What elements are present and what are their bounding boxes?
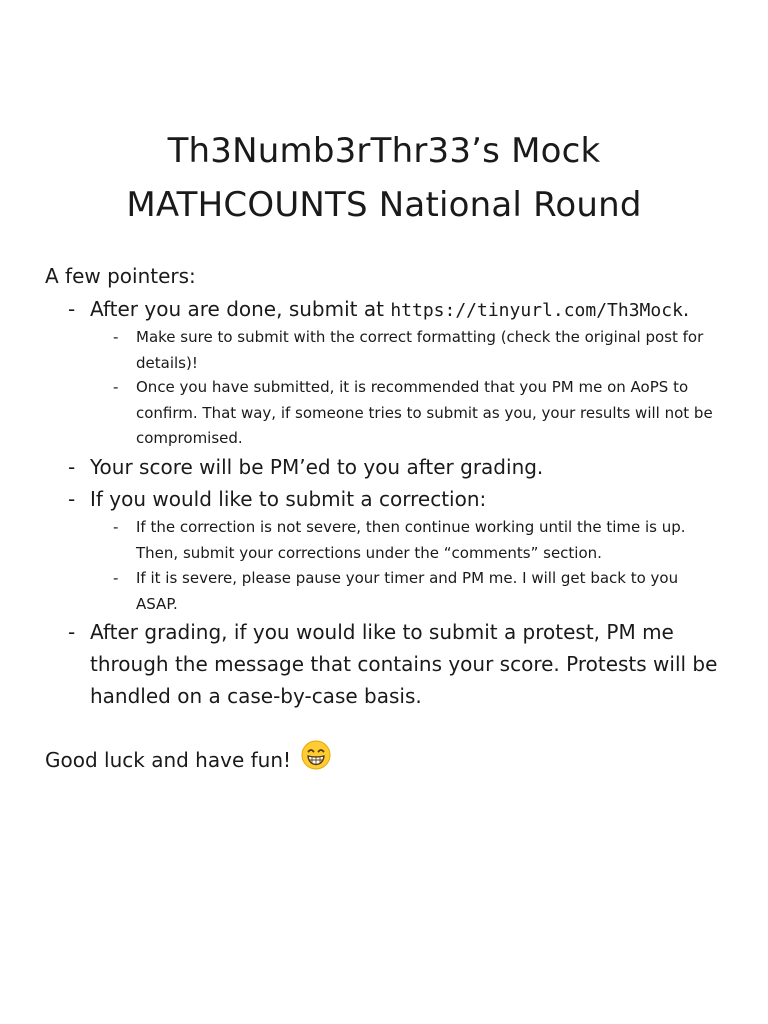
list-item — [68, 483, 728, 515]
closing-text: Good luck and have fun! — [45, 748, 292, 772]
sub-list-item-text: If the correction is not severe, then continue working until the time is up. Then, submit your corrections under the “comments” section. — [136, 518, 686, 562]
sub-list-item — [113, 375, 723, 452]
grinning-face-emoji-icon — [301, 740, 331, 779]
list-dash: - — [113, 378, 119, 396]
list-dash: - — [113, 569, 119, 587]
list-dash: - — [68, 297, 76, 321]
list-item — [68, 451, 728, 483]
document-title — [0, 124, 768, 232]
submit-text: After you are done, submit at — [90, 297, 391, 321]
intro-text: A few pointers: — [45, 264, 196, 288]
list-item — [68, 616, 728, 712]
list-item-text — [90, 293, 728, 327]
list-item-text: Your score will be PM’ed to you after grading. — [90, 455, 544, 479]
list-dash: - — [68, 620, 76, 644]
period-text: . — [682, 297, 690, 321]
list-item-text: If you would like to submit a correction: — [90, 487, 487, 511]
sub-list-item — [113, 566, 723, 617]
sub-list-item — [113, 325, 723, 376]
list-item — [68, 293, 728, 327]
submission-link[interactable]: https://tinyurl.com/Th3Mock — [390, 300, 683, 321]
title-line-1: Th3Numb3rThr33’s Mock — [167, 131, 601, 171]
list-item-text: After grading, if you would like to submit a protest, PM me through the message that contains your score. Protests will be handled on a case-by-case basis. — [90, 620, 718, 708]
sub-list-item — [113, 515, 723, 566]
sub-list-item-text: If it is severe, please pause your timer and PM me. I will get back to you ASAP. — [136, 569, 679, 613]
closing-line — [45, 744, 331, 779]
title-line-2: MATHCOUNTS National Round — [126, 185, 642, 225]
sub-list-item-text: Make sure to submit with the correct formatting (check the original post for details)! — [136, 328, 704, 372]
list-dash: - — [113, 518, 119, 536]
list-dash: - — [68, 455, 76, 479]
list-dash: - — [68, 487, 76, 511]
list-dash: - — [113, 328, 119, 346]
sub-list-item-text: Once you have submitted, it is recommended that you PM me on AoPS to confirm. That way, if someone tries to submit as you, your results will not be compromised. — [136, 378, 713, 447]
